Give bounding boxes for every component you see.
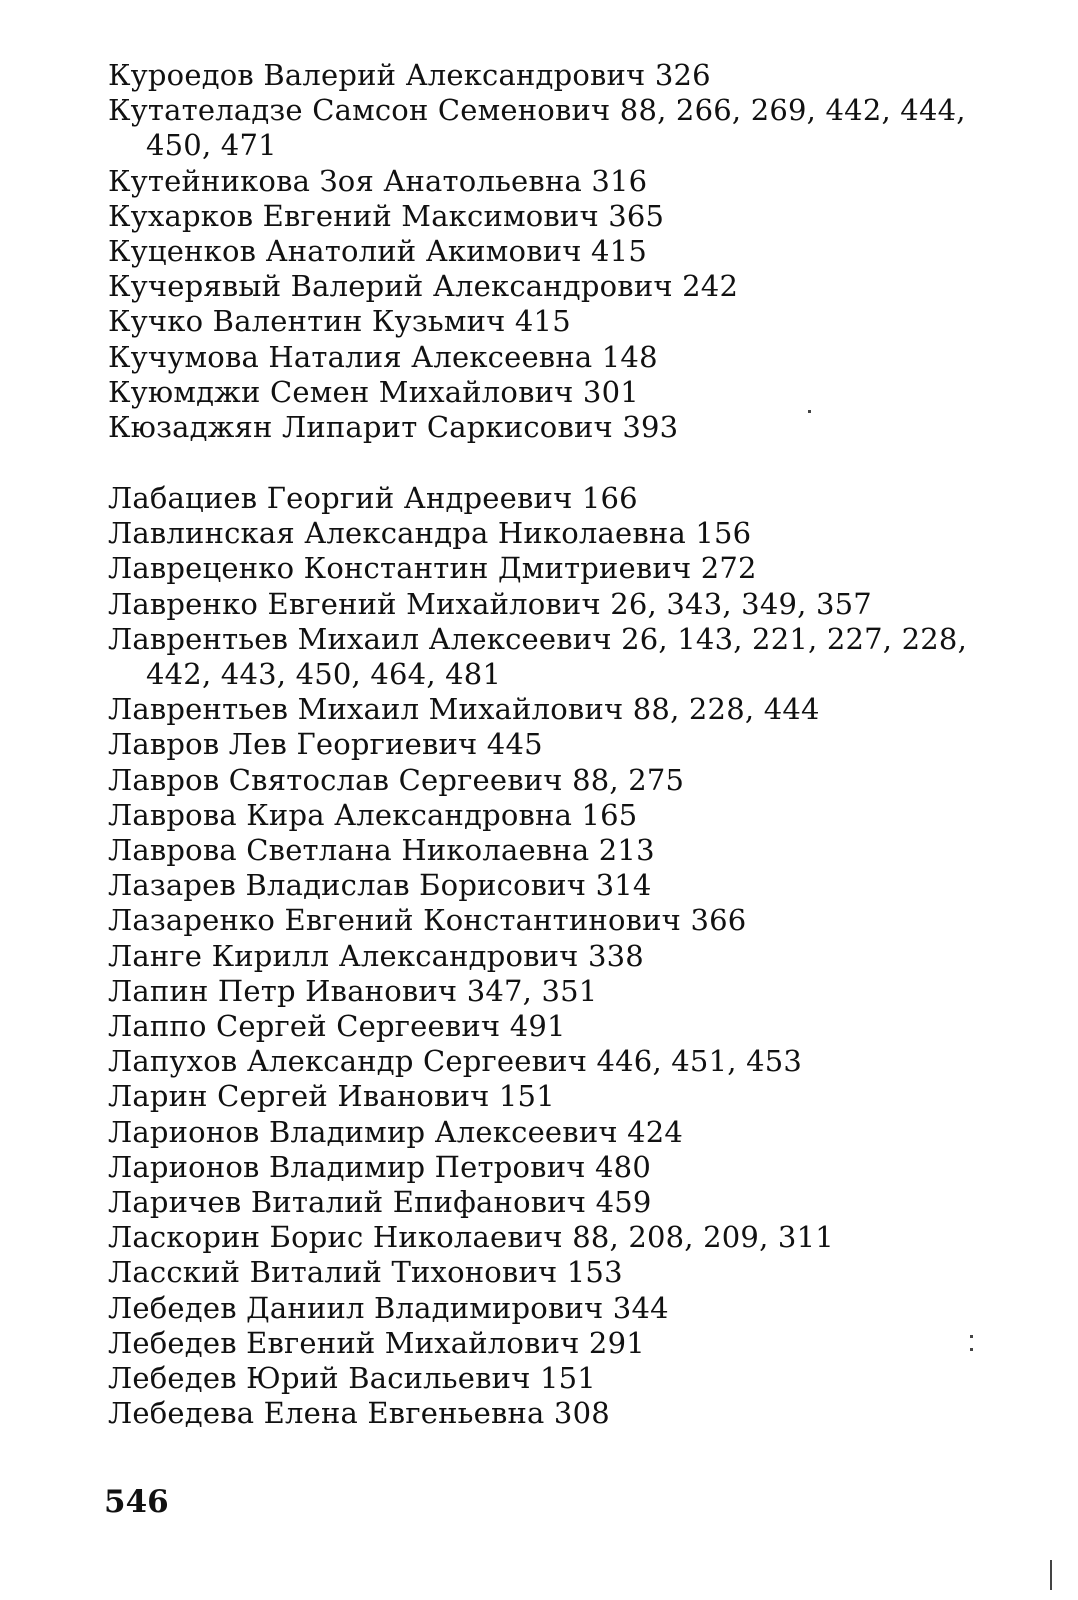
index-entry: Ларичев Виталий Епифанович 459	[108, 1185, 652, 1220]
index-section-l	[108, 481, 1058, 1431]
index-entry: Куроедов Валерий Александрович 326	[108, 58, 711, 92]
index-entry: Кучерявый Валерий Александрович 242	[108, 269, 739, 304]
scan-edge-mark	[1050, 1560, 1052, 1590]
index-entry: Лебедев Евгений Михайлович 291	[108, 1325, 645, 1360]
index-section-k	[108, 58, 1058, 445]
index-entry: Кухарков Евгений Максимович 365	[108, 198, 665, 233]
index-entry: Лебедев Юрий Васильевич 151	[108, 1361, 596, 1396]
index-entry: Лаппо Сергей Сергеевич 491	[108, 1009, 566, 1044]
index-entry: Лапин Петр Иванович 347, 351	[108, 973, 598, 1008]
index-entry: Лавлинская Александра Николаевна 156	[108, 516, 752, 551]
index-entry: Кучко Валентин Кузьмич 415	[108, 304, 571, 339]
scan-speck	[970, 1335, 973, 1338]
page-number: 546	[104, 1484, 169, 1520]
index-entry: Куюмджи Семен Михайлович 301	[108, 374, 639, 409]
index-entry: Лавренко Евгений Михайлович 26, 343, 349, 357	[108, 586, 872, 621]
index-entry: Лавров Святослав Сергеевич 88, 275	[108, 762, 685, 797]
index-entry: Куценков Анатолий Акимович 415	[108, 234, 647, 269]
index-entry: Лаврентьев Михаил Михайлович 88, 228, 444	[108, 692, 820, 727]
index-entry: Кутейникова Зоя Анатольевна 316	[108, 163, 648, 198]
index-entry: Лавров Лев Георгиевич 445	[108, 727, 543, 762]
index-entry: Лазарев Владислав Борисович 314	[108, 868, 652, 903]
index-entry: Лавреценко Константин Дмитриевич 272	[108, 551, 757, 586]
index-entry: Ланге Кирилл Александрович 338	[108, 938, 644, 973]
index-entry: Кюзаджян Липарит Саркисович 393	[108, 410, 679, 445]
index-entry: Лебедев Даниил Владимирович 344	[108, 1290, 669, 1325]
index-entry: Лаврентьев Михаил Алексеевич 26, 143, 221, 227, 228,	[108, 621, 968, 656]
index-entry: Лаврова Кира Александровна 165	[108, 797, 638, 832]
scan-speck	[970, 1348, 973, 1351]
index-entry: Лазаренко Евгений Константинович 366	[108, 903, 747, 938]
index-entry: Ласкорин Борис Николаевич 88, 208, 209, 311	[108, 1220, 834, 1255]
index-entry: Лаврова Светлана Николаевна 213	[108, 833, 655, 868]
index-entry: Кутателадзе Самсон Семенович 88, 266, 269, 442, 444,	[108, 93, 966, 128]
index-entry: Ларионов Владимир Петрович 480	[108, 1149, 651, 1184]
index-entry: Ларин Сергей Иванович 151	[108, 1079, 555, 1114]
index-entry: Кучумова Наталия Алексеевна 148	[108, 339, 658, 374]
index-entry: Лапухов Александр Сергеевич 446, 451, 453	[108, 1044, 803, 1079]
index-entry-continuation: 442, 443, 450, 464, 481	[146, 657, 502, 692]
index-entry: Ларионов Владимир Алексеевич 424	[108, 1114, 684, 1149]
index-entry: Лебедева Елена Евгеньевна 308	[108, 1396, 610, 1431]
index-entry: Ласский Виталий Тихонович 153	[108, 1255, 623, 1290]
scan-speck	[808, 410, 811, 413]
index-entry: Лабациев Георгий Андреевич 166	[108, 481, 638, 515]
index-entry-continuation: 450, 471	[146, 128, 277, 163]
